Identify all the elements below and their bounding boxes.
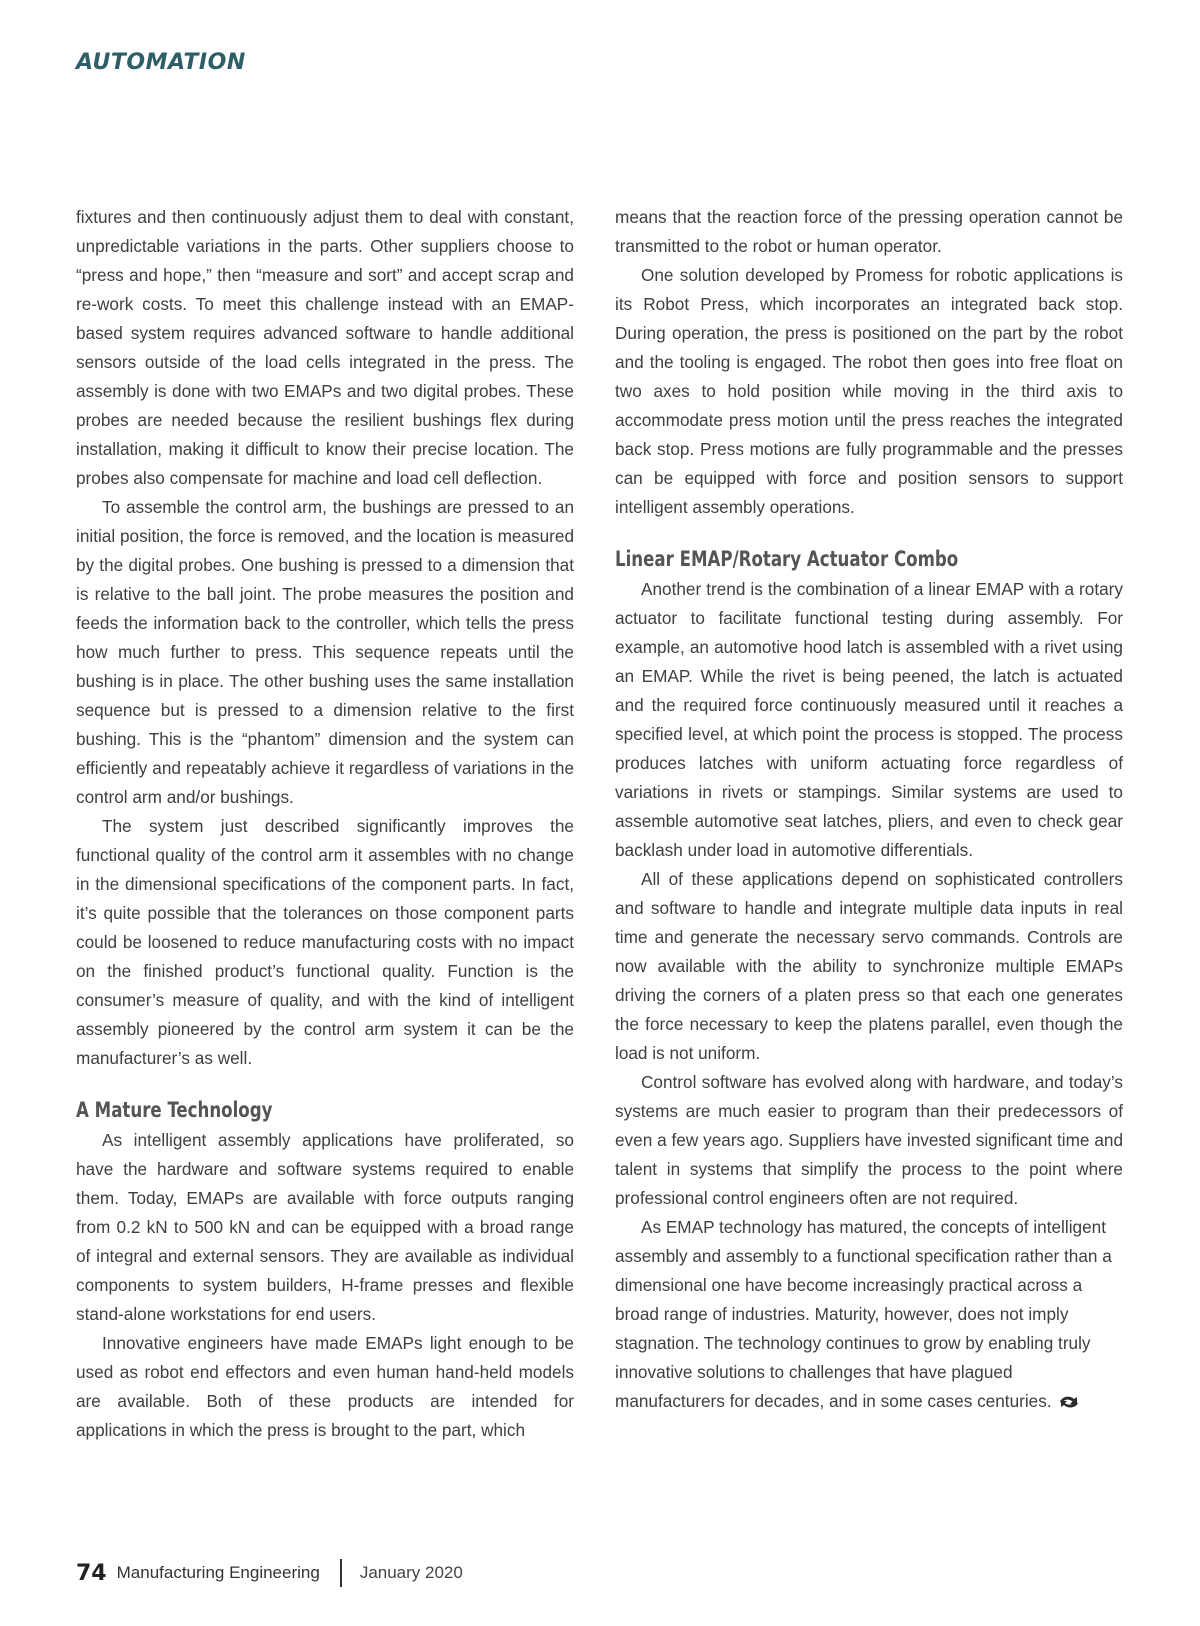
right-paragraph-1: means that the reaction force of the pressing operation cannot be transmitted to the robot or human operator.: [615, 207, 1123, 256]
end-of-article-icon: [1058, 1395, 1080, 1409]
page-number: 74: [76, 1560, 107, 1586]
heading-linear-emap-combo: Linear EMAP/Rotary Actuator Combo: [615, 547, 959, 571]
left-column: [76, 203, 574, 1445]
section-label: AUTOMATION: [76, 50, 246, 75]
publication-name: Manufacturing Engineering: [116, 1563, 320, 1582]
right-paragraph-6-wrapper: [615, 1213, 1123, 1416]
footer-divider: [340, 1559, 342, 1587]
left-paragraph-3: The system just described significantly improves the functional quality of the control arm it assembles with no change in the dimensional specifications of the component parts. In fact, it’s quite possible that the tolerances on those component parts could be loosened to reduce manufacturing costs with no impact on the finished product’s functional quality. Function is the consumer’s measure of quality, and with the kind of intelligent assembly pioneered by the control arm system it can be the manufacturer’s as well.: [76, 816, 574, 1068]
left-paragraph-1: fixtures and then continuously adjust them to deal with constant, unpredictable variations in the parts. Other suppliers choose to “press and hope,” then “measure and sort” and accept scrap and re-work costs. To meet this challenge instead with an EMAP-based system requires advanced software to handle additional sensors outside of the load cells integrated in the press. The assembly is done with two EMAPs and two digital probes. These probes are needed because the resilient bushings flex during installation, making it difficult to know their precise location. The probes also compensate for machine and load cell deflection.: [76, 207, 574, 488]
right-paragraph-3: Another trend is the combination of a linear EMAP with a rotary actuator to facilitate functional testing during assembly. For example, an automotive hood latch is assembled with a rivet using an EMAP. While the rivet is being peened, the latch is actuated and the required force continuously measured until it reaches a specified level, at which point the process is stopped. The process produces latches with uniform actuating force regardless of variations in rivets or stampings. Similar systems are used to assemble automotive seat latches, pliers, and even to check gear backlash under load in automotive differentials.: [615, 579, 1123, 860]
right-paragraph-5: Control software has evolved along with hardware, and today’s systems are much easier to program than their predecessors of even a few years ago. Suppliers have invested significant time and talent in systems that simplify the process to the point where professional control engineers often are not required.: [615, 1072, 1123, 1208]
left-paragraph-5: Innovative engineers have made EMAPs light enough to be used as robot end effectors and even human hand-held models are available. Both of these products are intended for applications in which the press is brought to the part, which: [76, 1333, 574, 1440]
right-paragraph-4: All of these applications depend on sophisticated controllers and software to handle and integrate multiple data inputs in real time and generate the necessary servo commands. Controls are now available with the ability to synchronize multiple EMAPs driving the corners of a platen press so that each one generates the force necessary to keep the platens parallel, even though the load is not uniform.: [615, 869, 1123, 1063]
right-paragraph-2: One solution developed by Promess for robotic applications is its Robot Press, which incorporates an integrated back stop. During operation, the press is positioned on the part by the robot and the tooling is engaged. The robot then goes into free float on two axes to hold position while moving in the third axis to accommodate press motion until the press reaches the integrated back stop. Press motions are fully programmable and the presses can be equipped with force and position sensors to support intelligent assembly operations.: [615, 265, 1123, 517]
left-paragraph-4: As intelligent assembly applications have proliferated, so have the hardware and software systems required to enable them. Today, EMAPs are available with force outputs ranging from 0.2 kN to 500 kN and can be equipped with a broad range of integral and external sensors. They are available as individual components to system builders, H-frame presses and flexible stand-alone workstations for end users.: [76, 1130, 574, 1324]
issue-date: January 2020: [359, 1563, 463, 1582]
left-paragraph-2: To assemble the control arm, the bushings are pressed to an initial position, the force is removed, and the location is measured by the digital probes. One bushing is pressed to a dimension that is relative to the ball joint. The probe measures the position and feeds the information back to the controller, which tells the press how much further to press. This sequence repeats until the bushing is in place. The other bushing uses the same installation sequence but is pressed to a dimension relative to the first bushing. This is the “phantom” dimension and the system can efficiently and repeatably achieve it regardless of variations in the control arm and/or bushings.: [76, 497, 574, 807]
right-paragraph-6: As EMAP technology has matured, the concepts of intelligent assembly and assembly to a functional specification rather than a dimensional one have become increasingly practical across a broad range of industries. Maturity, however, does not imply stagnation. The technology continues to grow by enabling truly innovative solutions to challenges that have plagued manufacturers for decades, and in some cases centuries.: [615, 1217, 1112, 1411]
right-column: [615, 203, 1123, 1416]
page-footer: [76, 1553, 463, 1593]
heading-mature-technology: A Mature Technology: [76, 1098, 273, 1122]
